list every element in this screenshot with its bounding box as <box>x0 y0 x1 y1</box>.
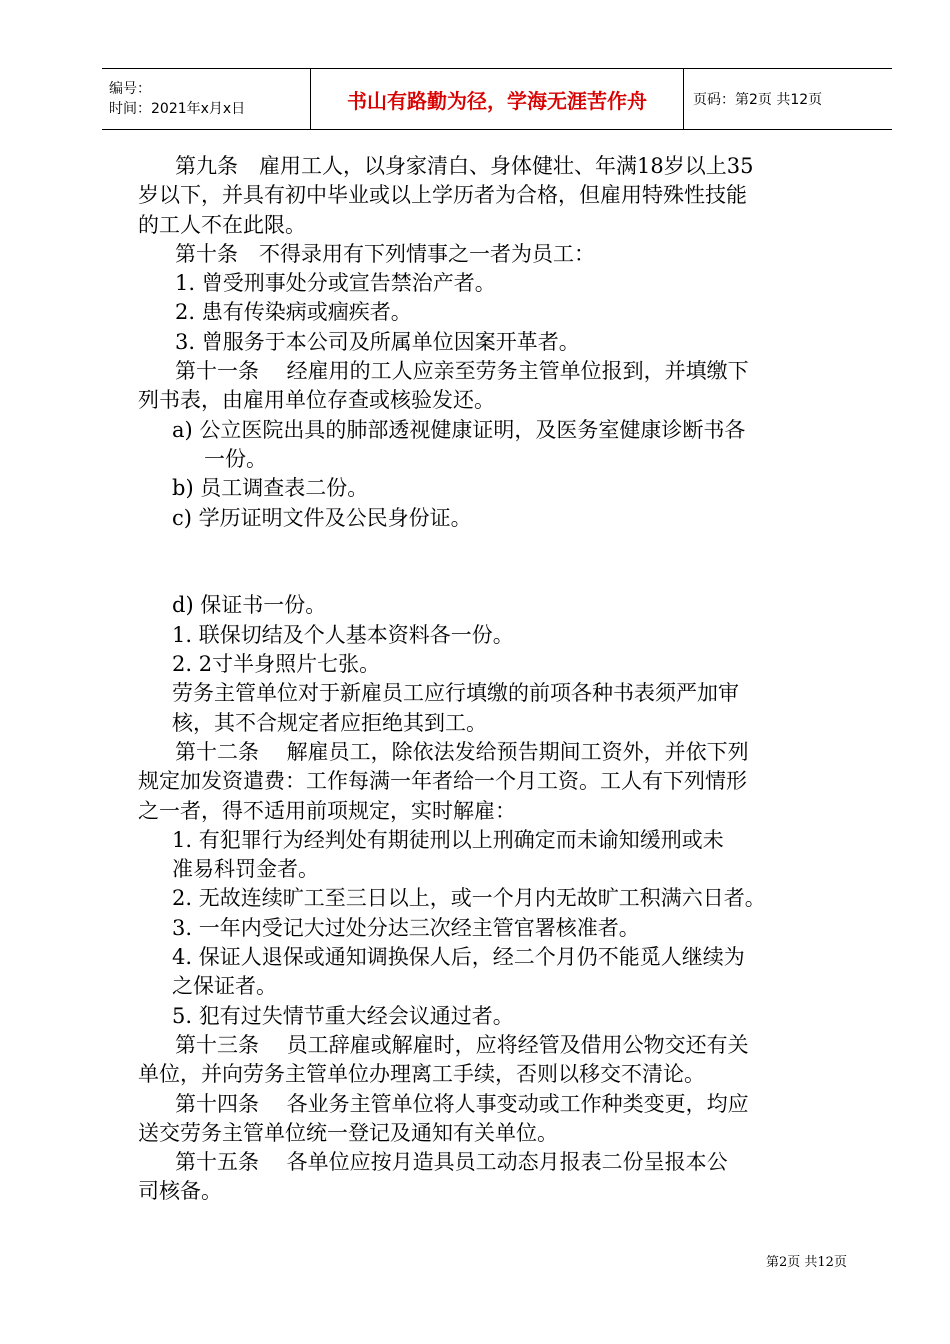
paragraph-line: 核，其不合规定者应拒绝其到工。 <box>172 710 487 735</box>
header-motto <box>311 69 684 129</box>
paragraph-line: 准易科罚金者。 <box>172 857 319 882</box>
paragraph-line: 1. 联保切结及个人基本资料各一份。 <box>172 622 514 647</box>
header-page-info <box>684 69 892 129</box>
paragraph-line: 单位，并向劳务主管单位办理离工手续，否则以移交不清论。 <box>138 1062 705 1087</box>
blank-line <box>138 562 868 591</box>
paragraph-line: 第十五条 各单位应按月造具员工动态月报表二份呈报本公 <box>175 1150 728 1175</box>
paragraph-line: 第十一条 经雇用的工人应亲至劳务主管单位报到，并填缴下 <box>175 359 749 384</box>
paragraph-line: 1. 有犯罪行为经判处有期徒刑以上刑确定而未谕知缓刑或未 <box>172 827 724 852</box>
paragraph-line: 3. 一年内受记大过处分达三次经主管官署核准者。 <box>172 915 640 940</box>
paragraph-line: d) 保证书一份。 <box>172 593 327 618</box>
header-meta <box>102 69 311 129</box>
paragraph-line: a) 公立医院出具的肺部透视健康证明，及医务室健康诊断书各 <box>172 417 746 442</box>
paragraph-line: 2. 无故连续旷工至三日以上，或一个月内无故旷工积满六日者。 <box>172 886 766 911</box>
paragraph-line: 2. 患有传染病或痼疾者。 <box>175 300 412 325</box>
paragraph-line: 第十二条 解雇员工，除依法发给预告期间工资外，并依下列 <box>175 739 749 764</box>
paragraph-line: 岁以下，并具有初中毕业或以上学历者为合格，但雇用特殊性技能 <box>138 183 747 208</box>
paragraph-line: 的工人不在此限。 <box>138 212 306 237</box>
paragraph-line: 第十四条 各业务主管单位将人事变动或工作种类变更，均应 <box>175 1091 749 1116</box>
page-header <box>102 68 892 130</box>
paragraph-line: 1. 曾受刑事处分或宣告禁治产者。 <box>175 271 496 296</box>
paragraph-line: 2. 2寸半身照片七张。 <box>172 652 381 677</box>
paragraph-line: 一份。 <box>204 446 267 471</box>
page-info-text: 页码：第2页 共12页 <box>693 92 823 108</box>
paragraph-line: 之一者，得不适用前项规定，实时解雇： <box>138 798 516 823</box>
paragraph-line: 第十三条 员工辞雇或解雇时，应将经管及借用公物交还有关 <box>175 1032 749 1057</box>
page-footer: 第2页 共12页 <box>766 1255 847 1270</box>
document-body <box>138 152 868 1207</box>
paragraph-line: c) 学历证明文件及公民身份证。 <box>172 505 472 530</box>
paragraph-line: 第十条 不得录用有下列情事之一者为员工： <box>175 241 595 266</box>
paragraph-line: 规定加发资遣费：工作每满一年者给一个月工资。工人有下列情形 <box>138 769 747 794</box>
paragraph-line: b) 员工调查表二份。 <box>172 476 369 501</box>
time-label: 时间：2021年x月x日 <box>109 101 246 117</box>
paragraph-line: 3. 曾服务于本公司及所属单位因案开革者。 <box>175 329 580 354</box>
paragraph-line: 第九条 雇用工人，以身家清白、身体健壮、年满18岁以上35 <box>175 154 754 178</box>
paragraph-line: 司核备。 <box>138 1179 222 1204</box>
paragraph-line: 5. 犯有过失情节重大经会议通过者。 <box>172 1003 514 1028</box>
code-label: 编号： <box>109 81 151 97</box>
paragraph-line: 之保证者。 <box>172 974 277 999</box>
paragraph-line: 送交劳务主管单位统一登记及通知有关单位。 <box>138 1120 558 1145</box>
blank-line <box>138 533 868 562</box>
paragraph-line: 4. 保证人退保或通知调换保人后，经二个月仍不能觅人继续为 <box>172 945 745 970</box>
paragraph-line: 列书表，由雇用单位存查或核验发还。 <box>138 388 495 413</box>
motto-text: 书山有路勤为径，学海无涯苦作舟 <box>347 88 647 113</box>
paragraph-line: 劳务主管单位对于新雇员工应行填缴的前项各种书表须严加审 <box>172 681 739 706</box>
